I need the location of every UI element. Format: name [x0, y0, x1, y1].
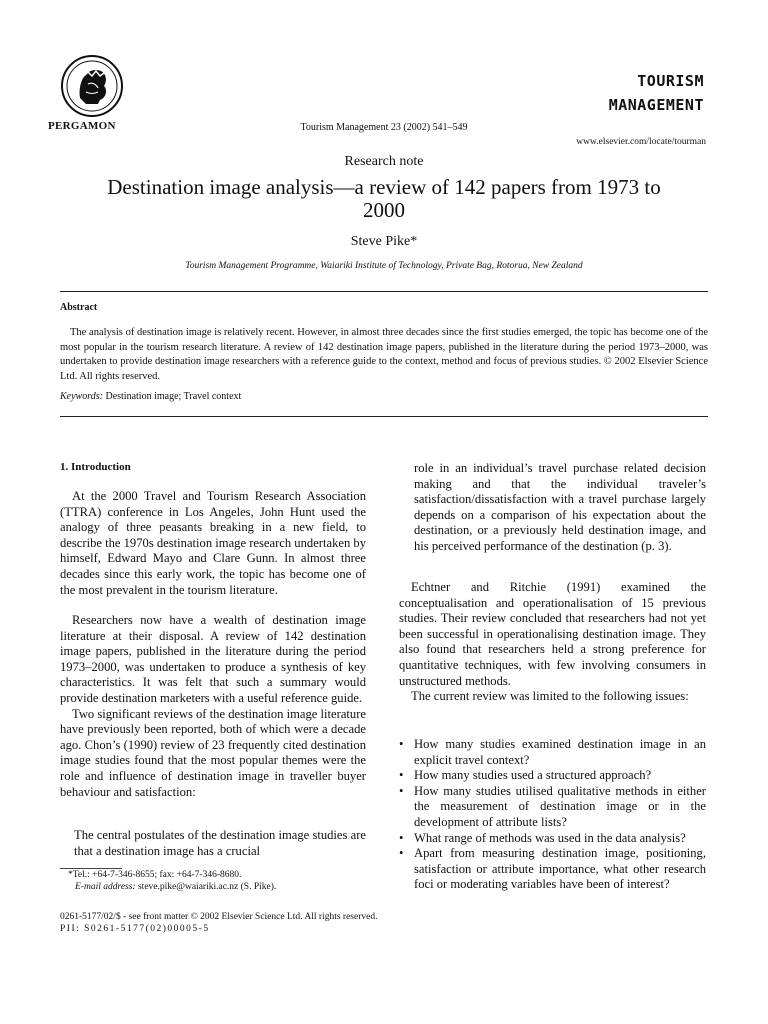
issues-list — [399, 737, 706, 893]
paragraph: Two significant reviews of the destination image literature have previously been reported, both of which were a decade ago. Chon’s (1990) review of 23 frequently cited destination image studies found that the most popular themes were the role and influence of destination image in traveller buyer behaviour and satisfaction: — [60, 706, 366, 799]
abstract-heading: Abstract — [60, 302, 98, 313]
list-item: • What range of methods was used in the data analysis? — [399, 830, 686, 845]
block-quote: role in an individual’s travel purchase related decision making and that the individual traveler’s satisfaction/dissatisfaction with a travel purchase largely depends on a comparison of his expectation about the destination, or a previously held destination image, and his perceived performance of the destination (p. 3). — [414, 461, 706, 553]
publisher-name: PERGAMON — [48, 120, 116, 132]
footnote-email — [75, 882, 276, 892]
paragraph: Researchers now have a wealth of destination image literature at their disposal. A review of 142 destination image papers, published in the literature during the period 1973–2000, was undertaken to produce a synthesis of key characteristics. It was felt that such a summary would provide destination marketers with a useful reference guide. — [60, 613, 366, 705]
bullet-icon: • — [399, 768, 404, 783]
bullet-icon: • — [399, 737, 404, 751]
article-title: Destination image analysis—a review of 142 papers from 1973 to 2000 — [107, 175, 661, 222]
journal-citation: Tourism Management 23 (2002) 541–549 — [300, 122, 468, 133]
block-quote: The central postulates of the destination image studies are that a destination image has a crucial — [74, 828, 366, 858]
footnote-rule — [60, 868, 122, 869]
list-item: • Apart from measuring destination image, positioning, satisfaction or attribute importance, what other research foci or moderating variables have been of interest? — [399, 846, 706, 892]
publisher-logo — [60, 54, 124, 118]
journal-url[interactable]: www.elsevier.com/locate/tourman — [576, 137, 706, 147]
bullet-icon: • — [399, 846, 404, 861]
list-item: • How many studies used a structured approach? — [399, 768, 652, 783]
paragraph: At the 2000 Travel and Tourism Research Association (TTRA) conference in Los Angeles, John Hunt used the analogy of three peasants breaking in a new field, to describe the 1970s destination image research undertaken by himself, Edward Mayo and Clare Gunn. In almost three decades since this early work, the topic has become one of the most prevalent in the tourism literature. — [60, 489, 366, 597]
keywords-value: Destination image; Travel context — [105, 391, 242, 402]
front-matter-pii: PII: S0261-5177(02)00005-5 — [60, 924, 210, 934]
divider-top — [60, 291, 708, 292]
keywords-label: Keywords: — [60, 391, 103, 402]
list-item: • How many studies examined destination image in an explicit travel context? — [399, 737, 706, 767]
paragraph: The current review was limited to the following issues: — [411, 689, 689, 704]
paragraph: Echtner and Ritchie (1991) examined the conceptualisation and operationalisation of 15 previous studies. Their review concluded that researchers had not yet been successful in operationalising destination image. They also found that researchers held a strong preference for quantitative techniques, with few involving consumers in unstructured methods. — [399, 580, 706, 688]
front-matter-copyright: 0261-5177/02/$ - see front matter © 2002 Elsevier Science Ltd. All rights reserved. — [60, 912, 378, 922]
keywords — [60, 391, 241, 402]
footnote-contact: *Tel.: +64-7-346-8655; fax: +64-7-346-8680. — [68, 870, 242, 880]
journal-title-line2: MANAGEMENT — [608, 96, 704, 114]
abstract-text: The analysis of destination image is relatively recent. However, in almost three decades since the first studies emerged, the topic has become one of the most popular in the tourism research literature. A review of 142 destination image papers, published in the literature during the period 1973–2000, was undertaken to provide destination image researchers with a reference guide to the context, method and focus of previous studies. © 2002 Elsevier Science Ltd. All rights reserved. — [60, 327, 708, 382]
bullet-icon: • — [399, 783, 404, 798]
email-address[interactable]: steve.pike@waiariki.ac.nz (S. Pike). — [137, 882, 277, 892]
divider-bottom — [60, 416, 708, 417]
list-item: • How many studies utilised qualitative methods in either the measurement of destination image or in the development of attribute lists? — [399, 783, 706, 829]
paragraph-group — [60, 613, 366, 800]
section-heading: 1. Introduction — [60, 461, 131, 473]
author-name: Steve Pike* — [350, 234, 418, 249]
journal-title-line1: TOURISM — [637, 72, 704, 90]
paragraph-group — [399, 580, 706, 705]
author-affiliation: Tourism Management Programme, Waiariki Institute of Technology, Private Bag, Rotorua, New Zealand — [185, 261, 583, 271]
section-label: Research note — [344, 154, 424, 169]
email-label: E-mail address: — [75, 882, 136, 892]
bullet-icon: • — [399, 830, 404, 845]
